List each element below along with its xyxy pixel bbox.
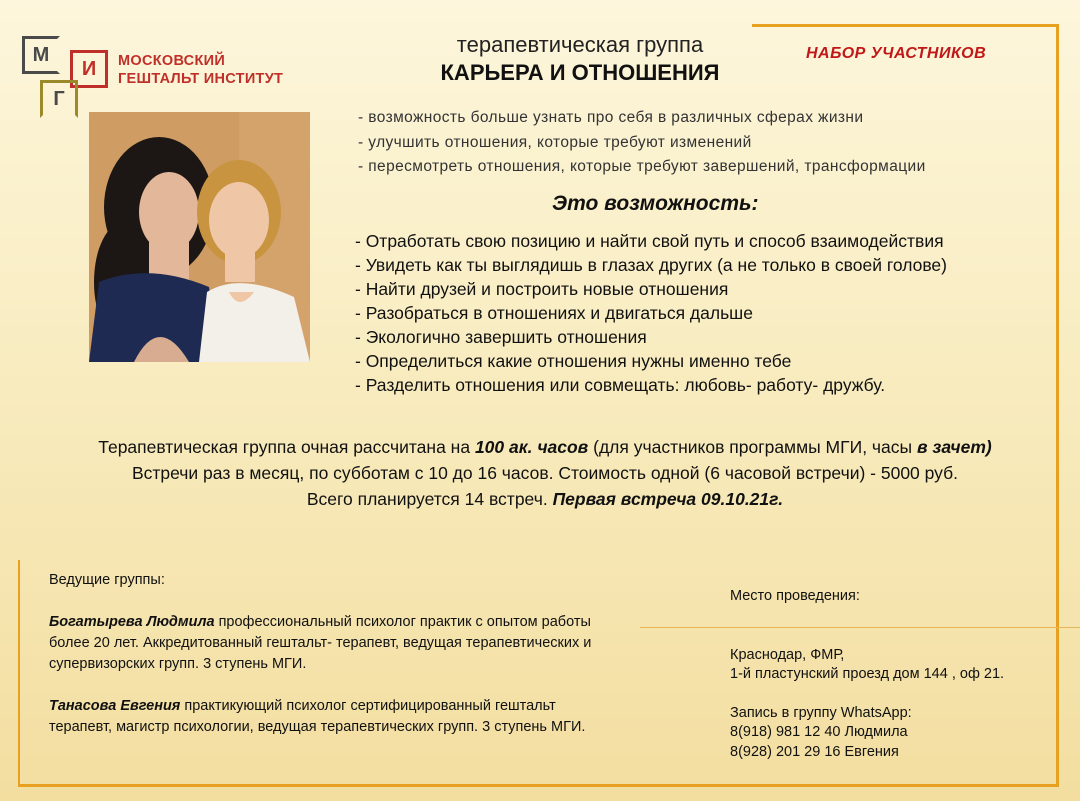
leaders-photo: [89, 112, 310, 362]
opportunity-item: - Отработать свою позицию и найти свой путь и способ взаимодействия: [355, 231, 944, 251]
opportunity-item: - Определиться какие отношения нужны именно тебе: [355, 351, 792, 371]
leader-2-desc: практикующий психолог сертифицированный гештальт терапевт, магистр психологии, ведущая терапевтических групп. 3 ступень МГИ.: [49, 698, 586, 735]
recruitment-label: НАБОР УЧАСТНИКОВ: [806, 45, 987, 62]
opportunity-item: - Разобраться в отношениях и двигаться дальше: [355, 303, 753, 323]
venue-heading: Место проведения:: [730, 588, 860, 604]
info-line-hours: [0, 434, 1080, 460]
intro-list: [358, 106, 926, 180]
opportunity-item: - Увидеть как ты выглядишь в глазах других (а не только в своей голове): [355, 255, 947, 275]
phone-2: 8(928) 201 29 16 Евгения: [730, 743, 899, 760]
venue-city: Краснодар, ФМР,: [730, 646, 845, 663]
frame-bottom-line: [18, 784, 1059, 787]
institute-logo: [20, 34, 290, 120]
info-line-meetings: [0, 486, 1080, 512]
logo-name-line2: ГЕШТАЛЬТ ИНСТИТУТ: [118, 71, 284, 87]
signup-label: Запись в группу WhatsApp:: [730, 704, 912, 721]
logo-letter-m: М: [22, 36, 60, 74]
info-hours-note: (для участников программы МГИ, часы: [588, 437, 917, 457]
intro-item: - возможность больше узнать про себя в различных сферах жизни: [358, 109, 864, 126]
info-hours-text: Терапевтическая группа очная рассчитана на: [98, 437, 475, 457]
leaders-section: [49, 570, 609, 738]
info-meetings-count: Всего планируется 14 встреч.: [306, 489, 553, 509]
group-title: КАРЬЕРА И ОТНОШЕНИЯ: [440, 60, 720, 85]
leader-1-name: Богатырева Людмила: [49, 614, 215, 630]
logo-name-line1: МОСКОВСКИЙ: [118, 53, 226, 69]
frame-left-line: [18, 560, 20, 786]
leader-1: [49, 612, 609, 675]
leader-2-name: Танасова Евгения: [49, 698, 181, 714]
frame-top-line: [752, 24, 1058, 27]
phone-1: 8(918) 981 12 40 Людмила: [730, 724, 908, 740]
venue-section: [730, 587, 1060, 762]
group-info: [0, 434, 1080, 512]
info-line-schedule: Встречи раз в месяц, по субботам с 10 до 16 часов. Стоимость одной (6 часовой встречи) - 5000 руб.: [131, 463, 959, 483]
info-hours-value: 100 ак. часов: [474, 437, 589, 457]
opportunity-item: - Найти друзей и построить новые отношения: [355, 279, 729, 299]
logo-name: [118, 52, 283, 88]
info-hours-credit: в зачет): [916, 437, 992, 457]
intro-item: - улучшить отношения, которые требуют изменений: [358, 133, 752, 151]
logo-letter-g: Г: [40, 80, 78, 118]
logo-letter-i: И: [70, 50, 108, 88]
venue-address: 1-й пластунский проезд дом 144 , оф 21.: [730, 666, 1005, 682]
info-first-meeting: Первая встреча 09.10.21г.: [552, 489, 784, 509]
opportunities-heading: Это возможность:: [552, 192, 759, 215]
opportunities-list: [355, 229, 947, 397]
group-subtitle: терапевтическая группа: [456, 32, 704, 57]
leader-1-desc: профессиональный психолог практик с опытом работы более 20 лет. Аккредитованный гештальт- терапевт, ведущая терапевтических и супервизорских групп. 3 ступень МГИ.: [49, 614, 592, 672]
leaders-photo-illustration: [89, 112, 310, 362]
opportunity-item: - Экологично завершить отношения: [355, 327, 647, 347]
leaders-heading: Ведущие группы:: [49, 572, 165, 588]
intro-item: - пересмотреть отношения, которые требуют завершений, трансформации: [358, 158, 926, 175]
opportunity-item: - Разделить отношения или совмещать: любовь- работу- дружбу.: [355, 375, 886, 395]
leader-2: [49, 696, 609, 738]
